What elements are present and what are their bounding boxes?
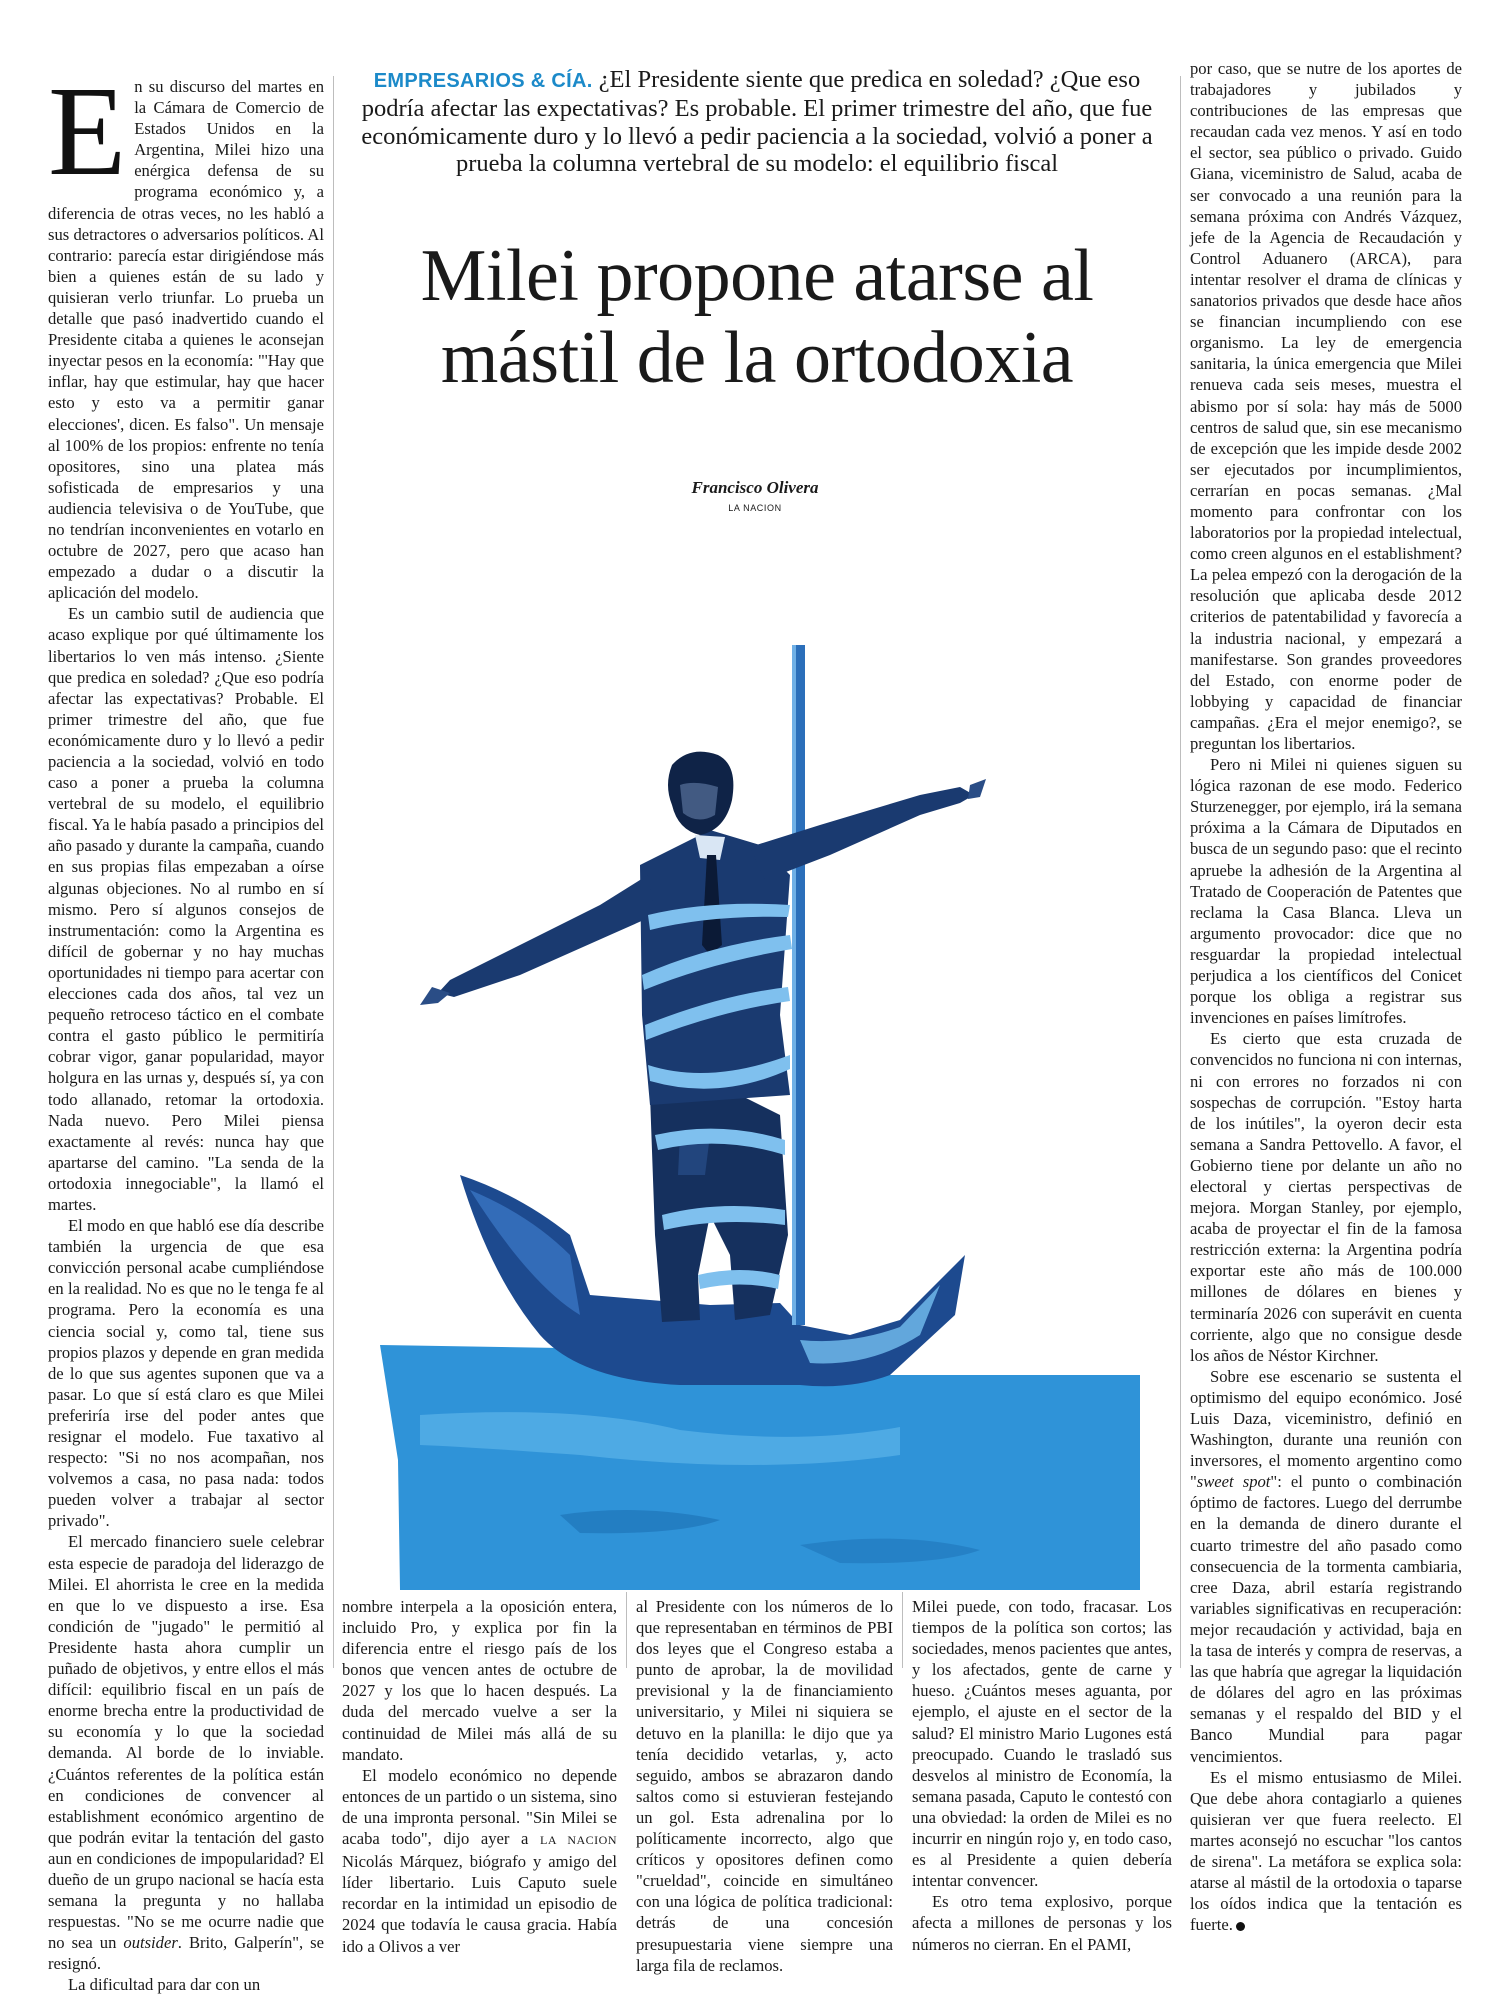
paragraph: nombre interpela a la oposición entera, incluido Pro, y explica por fin la diferencia entre el riesgo país de los bonos que vencen antes de octubre de 2027 y los que lo hacen después. La duda del mercado vuelve a ser la continuidad de Milei más allá de su mandato. xyxy=(342,1597,617,1764)
figure-right-arm xyxy=(750,787,974,880)
paragraph: Milei puede, con todo, fracasar. Los tiempos de la política son cortos; las sociedades, menos pacientes que antes, y los afectados, gente de carne y hueso. ¿Cuántos meses aguanta, por ejemplo, el ajuste en el sector de la salud? El ministro Mario Lugones está preocupado. Cuando le trasladó sus desvelos al ministro de Economía, la semana pasada, Caputo le contestó con una obviedad: la orden de Milei es no incurrir en ningún rojo y, en todo caso, es al Presidente a quien debería intentar convencer. xyxy=(912,1597,1172,1891)
body-column-1 xyxy=(48,60,325,1995)
section-label: EMPRESARIOS & CÍA. xyxy=(373,70,593,92)
headline-line-1: Milei propone atarse al xyxy=(420,235,1094,317)
paragraph: Es cierto que esta cruzada de convencidos no funciona ni con internas, ni con errores no forzados ni con sospechas de corrupción. "Estoy harta de los inútiles", la oyeron decir esta semana a Sandra Pettovello. A favor, el Gobierno tiene por delante un año no electoral y ciertas perspectivas de mejora. Morgan Stanley, por ejemplo, acaba de proyectar el fin de la famosa restricción externa: la Argentina podría exportar este año más de 100.000 millones de dólares en bienes y terminaría 2026 con superávit en cuenta corriente, algo que no consigue desde los años de Néstor Kirchner. xyxy=(1190,1029,1462,1365)
deck-text: ¿El Presidente siente que predica en soledad? ¿Que eso podría afectar las expectativas? Es probable. El primer trimestre del año, que fue económicamente duro y lo llevó a pedir paciencia a la sociedad, volvió a poner a prueba la columna vertebral de su modelo: el equilibrio fiscal xyxy=(361,66,1153,178)
paragraph: por caso, que se nutre de los aportes de trabajadores y jubilados y contribuciones de las empresas que recaudan cada vez menos. Y así en todo el sector, sea público o privado. Guido Giana, viceministro de Salud, acaba de ser convocado a una reunión para la semana próxima con Andrés Vázquez, jefe de la Agencia de Recaudación y Control Aduanero (ARCA), para intentar resolver el drama de clínicas y sanatorios privados que desde hace años se financian incumpliendo con ese organismo. La ley de emergencia sanitaria, la única emergencia que Milei renueva cada seis meses, muestra el abismo por sí sola: hay más de 5000 centros de salud que, sin ese mecanismo de excepción que les impide desde 2002 ser ejecutados por incumplimientos, cerrarían en pocas semanas. ¿Mal momento para confrontar con los laboratorios por la propiedad intelectual, como creen algunos en el establishment? La pelea empezó con la derogación de la resolución que aplicaba desde 2012 criterios de patentabilidad y favorecía a la industria nacional, y empezará a manifestarse. Son grandes proveedores del Estado, con enorme poder de lobbying y capacidad de financiar campañas. ¿Era el mejor enemigo?, se preguntan los libertarios. xyxy=(1190,59,1462,753)
headline-line-2: mástil de la ortodoxia xyxy=(440,317,1074,399)
paragraph: En su discurso del martes en la Cámara de Comercio de Estados Unidos en la Argentina, Milei hizo una enérgica defensa de su programa económico y, a diferencia de otras veces, no les habló a sus detractores o adversarios políticos. Al contrario: parecía estar dirigiéndose más bien a quienes están de su lado y quisieran verlo triunfar. Lo prueba un detalle que pasó inadvertido cuando el Presidente citaba a quienes le aconsejan inyectar pesos en la economía: "'Hay que inflar, hay que estimular, hay que hacer esto y esto va a permitir ganar elecciones', dicen. Es falso". Un mensaje al 100% de los propios: enfrente no tenía opositores, sino una platea más sofisticada de empresarios y una audiencia televisiva o de YouTube, que no tendrían inconvenientes en votarlo en octubre de 2027, pero que acaso han empezado a dudar o a discutir la aplicación del modelo. xyxy=(48,60,324,603)
paragraph: Sobre ese escenario se sustenta el optimismo del equipo económico. José Luis Daza, viceministro, definió en Washington, durante una reunión con inversores, el momento argentino como "sweet spot": el punto o combinación óptimo de factores. Luego del derrumbe en la demanda de dinero durante el cuarto trimestre del año pasado como consecuencia de la tormenta cambiaria, cree Daza, abril estaría registrando variables significativas en recuperación: mejor recaudación y actividad, baja en la tasa de interés y compra de reservas, a las que habría que agregar la liquidación de dólares del agro en las próximas semanas y el respaldo del BID y el Banco Mundial para pagar vencimientos. xyxy=(1190,1366,1462,1766)
paragraph: La dificultad para dar con un xyxy=(68,1975,261,1995)
body-column-5 xyxy=(1190,58,1462,1935)
headline xyxy=(340,235,1174,399)
end-mark xyxy=(1236,1922,1245,1931)
paragraph: Pero ni Milei ni quienes siguen su lógica razonan de ese modo. Federico Sturzenegger, por ejemplo, irá la semana próxima a la Cámara de Diputados en busca de un segundo paso: que el recinto apruebe la adhesión de la Argentina al Tratado de Cooperación de Patentes que reclama la Casa Blanca. Lleva un argumento provocador: dice que no resguardar la propiedad intelectual perjudica a los científicos del Conicet porque los obliga a registrar sus invenciones en países limítrofes. xyxy=(1190,755,1462,1028)
man-tied-to-mast-illustration xyxy=(380,615,1140,1590)
paragraph: El modelo económico no depende entonces de un partido o un sistema, sino de una impronta personal. "Sin Milei se acaba todo", dijo ayer a LA NACION Nicolás Márquez, biógrafo y amigo del líder libertario. Luis Caputo suele recordar en la intimidad un episodio de 2024 que todavía le causa gracia. Había ido a Olivos a ver xyxy=(342,1765,618,1956)
paragraph: El modo en que habló ese día describe también la urgencia de que esa convicción personal acabe cumpliéndose en la realidad. No es que no le tenga fe al programa. Pero la economía es una ciencia social y, como tal, tiene sus propios plazos y depende en gran medida de lo que sus agentes suponen que va a pasar. Lo que sí está claro es que Milei preferiría irse del poder antes que resignar el modelo. Fue taxativo al respecto: "Si no nos acompañan, nos volvemos a casa, no pasa nada: todos pueden volver a trabajar al sector privado". xyxy=(48,1216,324,1531)
column-rule xyxy=(1180,76,1181,1668)
paragraph: Es el mismo entusiasmo de Milei. Que debe ahora contagiarlo a quienes quisieran ver que fuera reelecto. El martes aconsejó no escuchar "los cantos de sirena". La metáfora se explica sola: atarse al mástil de la ortodoxia o taparse los oídos indica que la tentación es fuerte. xyxy=(1190,1767,1462,1935)
deck xyxy=(357,66,1157,178)
byline-org: LA NACION xyxy=(728,503,782,513)
drop-cap: E xyxy=(48,60,127,202)
body-column-4 xyxy=(912,1596,1172,1954)
paragraph: Es otro tema explosivo, porque afecta a millones de personas y los números no cierran. En el PAMI, xyxy=(912,1892,1172,1954)
column-rule xyxy=(333,76,334,1668)
paragraph: El mercado financiero suele celebrar esta especie de paradoja del liderazgo de Milei. El ahorrista le cree en la medida en que lo ve dispuesto a irse. Esa condición de "jugado" le permitió al Presidente hasta ahora cumplir un puñado de objetivos, y entre ellos el más difícil: equilibrio fiscal en un país de enorme brecha entre la productividad de su economía y lo que la sociedad demanda. Al borde de lo inviable. ¿Cuántos referentes de la política están en condiciones de convencer al establishment económico argentino de que podrán evitar la tentación del gasto aun en condiciones de impopularidad? El dueño de un grupo nacional se hacía esta semana la pregunta y no hallaba respuestas. "No se me ocurre nadie que no sea un outsider. Brito, Galperín", se resignó. xyxy=(48,1532,325,1974)
byline-author: Francisco Olivera xyxy=(691,478,819,497)
column-rule xyxy=(902,1592,903,1668)
body-column-3 xyxy=(636,1596,893,1975)
figure-left-arm xyxy=(438,875,655,997)
paragraph: al Presidente con los números de lo que representaban en términos de PBI dos leyes que el Congreso estaba a punto de aprobar, la de movilidad previsional y la de financiamiento universitario, y Milei ni siquiera se detuvo en la planilla: le dijo que ya tenía decidido vetarlas, y, acto seguido, ambos se abrazaron dando saltos como si estuvieran festejando un gol. Esta adrenalina por lo políticamente incorrecto, algo que críticos y opositores definen como "crueldad", coincide en simultáneo con una lógica de política tradicional: detrás de una concesión presupuestaria viene siempre una larga fila de reclamos. xyxy=(636,1597,893,1975)
paragraph: Es un cambio sutil de audiencia que acaso explique por qué últimamente los libertarios lo ven más intenso. ¿Siente que predica en soledad? ¿Que eso podría afectar las expectativas? Probable. El primer trimestre del año, que fue económicamente duro y lo llevó a pedir paciencia a la sociedad, volvió en todo caso a poner a prueba la columna vertebral de su modelo, el equilibrio fiscal. Ya le había pasado a principios del año pasado y durante la campaña, cuando en sus propias filas empezaban a oírse algunas objeciones. No al rumbo en sí mismo. Pero sí algunos consejos de instrumentación: como la Argentina es difícil de gobernar y no hay muchas oportunidades ni tiempo para acertar con elecciones cada dos años, tal vez un pequeño retroceso táctico en el combate contra el gasto público le permitiría cobrar vigor, ganar popularidad, mayor holgura en las urnas y, después sí, ya con todo allanado, retomar la ortodoxia. Nada nuevo. Pero Milei piensa exactamente al revés: nunca hay que apartarse del camino. "La senda de la ortodoxia innegociable", la llamó el martes. xyxy=(48,604,324,1214)
column-rule xyxy=(626,1592,627,1668)
body-column-2 xyxy=(342,1596,618,1956)
